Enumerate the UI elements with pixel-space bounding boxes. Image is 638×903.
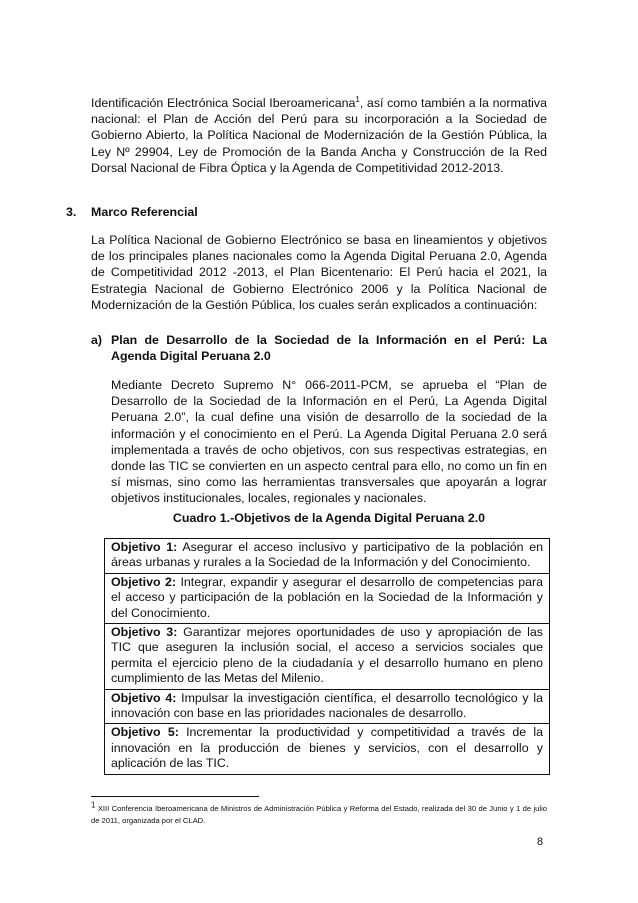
footnote-reference[interactable]: 1 (355, 94, 360, 104)
page-number: 8 (537, 836, 544, 848)
table-row (105, 724, 550, 774)
objective-text: Impulsar la investigación científica, el desarrollo tecnológico y la innovación con base en las prioridades nacionales de desarrollo. (111, 690, 543, 721)
footnote-text: XIII Conferencia Iberoamericana de Ministros de Administración Pública y Reforma del Estado, realizada del 30 de Junio y 1 de julio de 2011, organizada por el CLAD. (91, 804, 547, 825)
section-heading (66, 205, 198, 219)
table-row (105, 624, 550, 690)
table-cell (105, 724, 550, 774)
objective-label: Objetivo 4: (111, 690, 177, 705)
table-row (105, 539, 550, 574)
section-number: 3. (66, 205, 77, 219)
footnote (91, 800, 547, 827)
objective-text: Asegurar el acceso inclusivo y participativo de la población en áreas urbanas y rurales a la Sociedad de la Información y del Conocimiento. (111, 540, 543, 570)
objective-label: Objetivo 2: (111, 574, 177, 589)
intro-text-end: , así como también a la normativa nacional: el Plan de Acción del Perú para su incorporación a la Sociedad de Gobierno Abierto, la Política Nacional de Modernización de la Gestión Pública, la Ley Nº 29904, Ley de Promoción de la Banda Ancha y Construcción de la Red Dorsal Nacional de Fibra Óptica y la Agenda de Competitividad 2012-2013. (91, 96, 547, 175)
subsection-heading (91, 332, 547, 364)
objectives-table (104, 538, 550, 775)
intro-paragraph (91, 95, 547, 176)
footnote-marker: 1 (91, 800, 96, 810)
section-title: Marco Referencial (91, 205, 198, 219)
intro-text-start: Identificación Electrónica Social Iberoamericana (91, 96, 356, 110)
objective-text: Incrementar la productividad y competitividad a través de la innovación en la producción de bienes y servicios, con el desarrollo y aplicación de las TIC. (111, 725, 543, 771)
table-cell (105, 573, 550, 623)
objective-label: Objetivo 5: (111, 725, 179, 740)
section-body: La Política Nacional de Gobierno Electrónico se basa en lineamientos y objetivos de los principales planes nacionales como la Agenda Digital Peruana 2.0, Agenda de Competitividad 2012 -2013, el Plan Bicentenario: El Perú hacia el 2021, la Estrategia Nacional de Gobierno Electrónico 2006 y la Política Nacional de Modernización de la Gestión Pública, los cuales serán explicados a continuación: (91, 233, 547, 312)
table-caption: Cuadro 1.-Objetivos de la Agenda Digital Peruana 2.0 (172, 511, 486, 525)
objective-label: Objetivo 1: (111, 540, 178, 554)
table-row (105, 689, 550, 724)
table-cell (105, 624, 550, 690)
footnote-divider (91, 796, 259, 797)
subsection-label: a) (91, 333, 103, 347)
subsection-title: Plan de Desarrollo de la Sociedad de la Información en el Perú: La Agenda Digital Peruana 2.0 (111, 333, 547, 364)
objective-label: Objetivo 3: (111, 625, 178, 640)
table-cell (105, 689, 550, 724)
subsection-body: Mediante Decreto Supremo N° 066-2011-PCM, se aprueba el “Plan de Desarrollo de la Sociedad de la Información en el Perú, La Agenda Digital Peruana 2.0”, la cual define una visión de desarrollo de la sociedad de la información y el conocimiento en el Perú. La Agenda Digital Peruana 2.0 será implementada a través de ocho objetivos, con sus respectivas estrategias, en donde las TIC se convierten en un aspecto central para ello, no como un fin en sí mismas, sino como las herramientas transversales que apoyarán a lograr objetivos institucionales, locales, regionales y nacionales. (111, 378, 547, 506)
objective-text: Integrar, expandir y asegurar el desarrollo de competencias para el acceso y participación de la población en la Sociedad de la Información y del Conocimiento. (111, 574, 544, 620)
table-cell (105, 539, 550, 574)
objective-text: Garantizar mejores oportunidades de uso y apropiación de las TIC que aseguren la inclusión social, el acceso a servicios sociales que permita el ejercicio pleno de la ciudadanía y el desarrollo humano en pleno cumplimiento de las Metas del Milenio. (111, 625, 543, 686)
table-row (105, 573, 550, 623)
